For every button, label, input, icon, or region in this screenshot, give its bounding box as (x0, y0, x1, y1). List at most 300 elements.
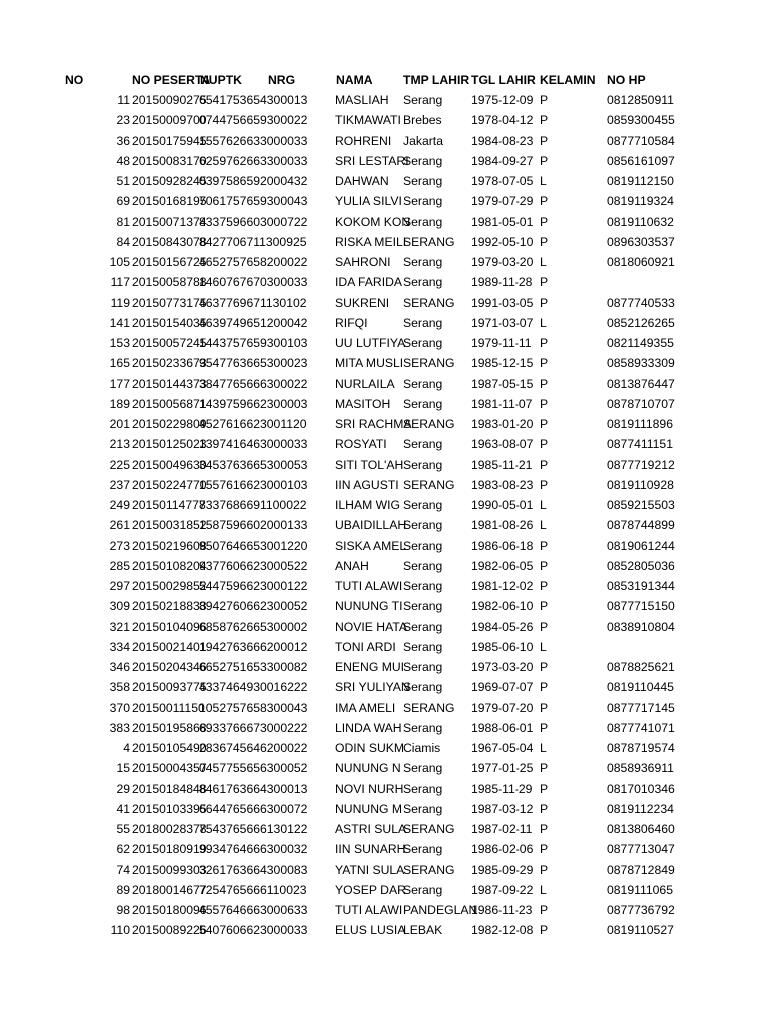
cell-tmp-lahir[interactable]: Serang (403, 376, 443, 391)
cell-no-hp[interactable]: 0877741071 (607, 720, 675, 735)
cell-kelamin[interactable]: L (540, 498, 547, 512)
cell-no-peserta[interactable]: 20180014677 (132, 882, 207, 897)
cell-nama[interactable]: ROSYATI (335, 437, 387, 452)
cell-kelamin[interactable]: P (540, 801, 549, 816)
cell-no-hp[interactable]: 0877411151 (607, 437, 673, 452)
cell-kelamin[interactable]: L (540, 882, 547, 897)
cell-nama[interactable]: NUNUNG N (335, 761, 401, 776)
cell-nuptk[interactable]: 7254765666110023 (199, 882, 307, 897)
cell-no-peserta[interactable]: 20150071374 (132, 214, 207, 229)
cell-tgl-lahir[interactable]: 1982-06-05 (471, 558, 534, 573)
cell-no-hp[interactable]: 0878719574 (607, 741, 675, 755)
cell-no-peserta[interactable]: 20150105490 (132, 741, 207, 755)
cell-kelamin[interactable]: P (540, 761, 549, 776)
cell-tgl-lahir[interactable]: 1981-05-01 (471, 214, 534, 229)
cell-no-hp[interactable] (607, 637, 674, 657)
cell-kelamin[interactable]: P (540, 477, 549, 492)
cell-nama[interactable]: SISKA AMEL (335, 538, 407, 553)
cell-tgl-lahir[interactable]: 1967-05-04 (471, 741, 534, 755)
cell-nama[interactable]: UBAIDILLAH (335, 518, 407, 533)
cell-no-peserta[interactable]: 20150056871 (132, 396, 207, 411)
cell-nuptk[interactable]: 8461763664300013 (199, 781, 308, 796)
cell-kelamin[interactable]: P (540, 417, 549, 431)
cell-no[interactable]: 370 (109, 700, 130, 715)
cell-nrg[interactable] (249, 900, 315, 920)
cell-nama[interactable]: IIN AGUSTI (335, 477, 399, 492)
cell-no[interactable]: 117 (110, 275, 130, 290)
cell-kelamin[interactable]: P (540, 822, 549, 836)
cell-nrg[interactable] (249, 880, 315, 900)
cell-no-peserta[interactable]: 20150103395 (132, 801, 207, 816)
cell-nrg[interactable] (249, 90, 315, 110)
cell-nrg[interactable] (249, 657, 315, 677)
cell-nrg[interactable] (249, 920, 315, 940)
cell-tgl-lahir[interactable]: 1987-03-12 (471, 801, 534, 816)
cell-nrg[interactable] (249, 455, 315, 475)
cell-nrg[interactable] (249, 758, 315, 778)
cell-nama[interactable]: NUNUNG TI (335, 599, 403, 614)
cell-kelamin[interactable]: P (540, 356, 549, 371)
cell-no[interactable]: 51 (116, 174, 130, 188)
cell-no[interactable]: 177 (109, 376, 130, 391)
cell-no-peserta[interactable]: 20150093775 (132, 680, 207, 695)
cell-tgl-lahir[interactable]: 1983-01-20 (471, 417, 534, 431)
cell-nuptk[interactable]: 8337686691100022 (199, 498, 307, 512)
cell-nuptk[interactable]: 1587596602000133 (199, 518, 308, 533)
cell-no-peserta[interactable]: 20150108204 (132, 558, 207, 573)
cell-no-peserta[interactable]: 20150057245 (132, 336, 207, 350)
cell-no-hp[interactable]: 0819110527 (607, 923, 674, 938)
cell-kelamin[interactable]: P (540, 457, 549, 472)
cell-tmp-lahir[interactable]: Serang (403, 437, 443, 452)
cell-nuptk[interactable]: 1557626633000033 (199, 133, 308, 148)
cell-no-peserta[interactable]: 20150843078 (132, 234, 207, 249)
cell-tmp-lahir[interactable]: Serang (403, 599, 443, 614)
cell-tgl-lahir[interactable]: 1978-07-05 (471, 174, 534, 188)
header-no-hp[interactable]: NO HP (607, 73, 646, 87)
cell-nuptk[interactable]: 6858762665300002 (199, 619, 308, 634)
cell-nrg[interactable] (249, 293, 315, 313)
cell-tgl-lahir[interactable]: 1982-12-08 (471, 923, 534, 938)
cell-no[interactable]: 334 (109, 639, 130, 654)
cell-no[interactable]: 225 (109, 457, 130, 472)
cell-no-hp[interactable]: 0852126265 (607, 315, 675, 330)
cell-no[interactable]: 84 (116, 234, 130, 249)
cell-nuptk[interactable]: 4527616623001120 (199, 417, 307, 431)
cell-kelamin[interactable]: L (540, 741, 547, 755)
cell-tgl-lahir[interactable]: 1984-05-26 (471, 619, 534, 634)
cell-nama[interactable]: ENENG MUI (335, 660, 405, 674)
cell-tmp-lahir[interactable]: Serang (403, 255, 443, 269)
cell-no[interactable]: 69 (116, 194, 130, 209)
cell-nuptk[interactable]: 6644765666300072 (199, 801, 308, 816)
cell-kelamin[interactable]: P (540, 153, 549, 168)
cell-kelamin[interactable]: P (540, 437, 549, 452)
cell-nrg[interactable] (249, 617, 315, 637)
cell-no-peserta[interactable]: 20150218833 (132, 599, 207, 614)
cell-kelamin[interactable]: P (540, 660, 549, 674)
cell-kelamin[interactable]: P (540, 579, 549, 593)
cell-no-peserta[interactable]: 20150114777 (132, 498, 206, 512)
cell-nrg[interactable] (249, 333, 315, 353)
cell-no-peserta[interactable]: 20150195868 (132, 720, 207, 735)
cell-nrg[interactable] (249, 212, 315, 232)
cell-tmp-lahir[interactable]: Brebes (403, 113, 442, 128)
cell-nama[interactable]: LINDA WAH (335, 720, 402, 735)
cell-kelamin[interactable]: P (540, 396, 549, 411)
cell-nama[interactable]: SRI RACHMA (335, 417, 412, 431)
cell-tmp-lahir[interactable]: Serang (403, 801, 443, 816)
cell-no[interactable]: 165 (109, 356, 130, 371)
cell-kelamin[interactable]: P (540, 903, 549, 917)
cell-no-peserta[interactable]: 20150154035 (132, 315, 207, 330)
cell-kelamin[interactable]: L (540, 518, 547, 533)
cell-nuptk[interactable]: 8337596603000722 (199, 214, 308, 229)
cell-kelamin[interactable]: L (540, 255, 547, 269)
cell-tmp-lahir[interactable]: Serang (403, 720, 443, 735)
cell-nrg[interactable] (249, 110, 315, 130)
cell-tmp-lahir[interactable]: Serang (403, 457, 443, 472)
cell-tmp-lahir[interactable]: Serang (403, 639, 443, 654)
cell-no-peserta[interactable]: 20150204346 (132, 660, 207, 674)
cell-no[interactable]: 249 (109, 498, 130, 512)
cell-nama[interactable]: SRI LESTARI (335, 153, 409, 168)
cell-no-hp[interactable]: 0878712849 (607, 862, 675, 877)
cell-tgl-lahir[interactable]: 1985-11-21 (471, 457, 533, 472)
cell-nrg[interactable] (249, 475, 315, 495)
cell-tmp-lahir[interactable]: SERANG (403, 822, 455, 836)
cell-nama[interactable]: MITA MUSLI (335, 356, 404, 371)
cell-no-peserta[interactable]: 20150089226 (132, 923, 207, 938)
cell-nuptk[interactable]: 0744756659300022 (199, 113, 308, 128)
cell-no[interactable]: 89 (116, 882, 130, 897)
cell-no-hp[interactable]: 0859215503 (607, 498, 675, 512)
cell-nrg[interactable] (249, 860, 315, 880)
cell-tgl-lahir[interactable]: 1971-03-07 (471, 315, 534, 330)
cell-nama[interactable]: TONI ARDI (335, 639, 396, 654)
cell-no-peserta[interactable]: 20150004357 (132, 761, 207, 776)
cell-tmp-lahir[interactable]: SERANG (403, 417, 455, 431)
header-tgl-lahir[interactable]: TGL LAHIR (471, 73, 536, 87)
cell-no[interactable]: 62 (116, 842, 130, 857)
cell-no[interactable]: 153 (109, 336, 130, 350)
cell-tmp-lahir[interactable]: SERANG (403, 356, 455, 371)
cell-nrg[interactable] (249, 131, 315, 151)
cell-nrg[interactable] (249, 596, 315, 616)
cell-nrg[interactable] (249, 536, 315, 556)
cell-nrg[interactable] (249, 394, 315, 414)
cell-nama[interactable]: IDA FARIDA (335, 275, 403, 290)
header-nuptk[interactable]: NUPTK (200, 73, 242, 87)
cell-nrg[interactable] (249, 151, 315, 171)
cell-kelamin[interactable]: L (540, 639, 547, 654)
cell-tmp-lahir[interactable]: Serang (403, 275, 443, 290)
cell-no-hp[interactable] (607, 272, 674, 292)
cell-no-peserta[interactable]: 20150049630 (132, 457, 207, 472)
cell-no-hp[interactable]: 0838910804 (607, 619, 675, 634)
cell-no-hp[interactable]: 0858933309 (607, 356, 675, 371)
cell-tmp-lahir[interactable]: Serang (403, 579, 443, 593)
cell-nrg[interactable] (249, 677, 315, 697)
cell-no-hp[interactable]: 0877719212 (607, 457, 675, 472)
cell-nuptk[interactable]: 9507646653001220 (199, 538, 308, 553)
cell-tmp-lahir[interactable]: Serang (403, 558, 443, 573)
cell-no-hp[interactable]: 0817010346 (607, 781, 675, 796)
cell-tgl-lahir[interactable]: 1963-08-07 (471, 437, 534, 452)
cell-nuptk[interactable]: 1397416463000033 (199, 437, 308, 452)
cell-no-hp[interactable]: 0856161097 (607, 153, 675, 168)
cell-nrg[interactable] (249, 495, 315, 515)
cell-tmp-lahir[interactable]: Ciamis (403, 741, 441, 755)
cell-tgl-lahir[interactable]: 1987-05-15 (471, 376, 534, 391)
cell-no-peserta[interactable]: 20150104096 (132, 619, 207, 634)
cell-kelamin[interactable]: P (540, 194, 549, 209)
cell-nrg[interactable] (249, 637, 315, 657)
cell-no-peserta[interactable]: 20150928245 (132, 174, 207, 188)
cell-nuptk[interactable]: 6259762663300033 (199, 153, 308, 168)
cell-no-peserta[interactable]: 20150099303 (132, 862, 207, 877)
cell-no[interactable]: 36 (116, 133, 130, 148)
cell-tgl-lahir[interactable]: 1981-08-26 (471, 518, 534, 533)
cell-tmp-lahir[interactable]: Serang (403, 882, 443, 897)
cell-tgl-lahir[interactable]: 1984-08-23 (471, 133, 534, 148)
cell-tgl-lahir[interactable]: 1989-11-28 (471, 275, 533, 290)
cell-tmp-lahir[interactable]: Serang (403, 680, 443, 695)
cell-nama[interactable]: SITI TOL'AH (335, 457, 404, 472)
cell-no[interactable]: 55 (116, 822, 130, 836)
cell-no-hp[interactable]: 0819112150 (607, 174, 674, 188)
cell-nrg[interactable] (249, 171, 315, 191)
cell-no[interactable]: 201 (109, 417, 130, 431)
cell-no-hp[interactable]: 0813876447 (607, 376, 675, 391)
cell-kelamin[interactable]: P (540, 295, 549, 310)
cell-nuptk[interactable]: 4637769671130102 (199, 295, 307, 310)
cell-nuptk[interactable]: 0457755656300052 (199, 761, 308, 776)
cell-no[interactable]: 110 (110, 923, 130, 938)
cell-tgl-lahir[interactable]: 1986-06-18 (471, 538, 534, 553)
cell-nama[interactable]: KOKOM KON (335, 214, 411, 229)
cell-nama[interactable]: SAHRONI (335, 255, 391, 269)
cell-tmp-lahir[interactable]: Serang (403, 619, 443, 634)
cell-tgl-lahir[interactable]: 1990-05-01 (471, 498, 534, 512)
cell-nama[interactable]: SUKRENI (335, 295, 390, 310)
cell-no-hp[interactable]: 0896303537 (607, 234, 675, 249)
cell-nrg[interactable] (249, 374, 315, 394)
cell-no-peserta[interactable]: 20150184848 (132, 781, 207, 796)
cell-no-peserta[interactable]: 20150156725 (132, 255, 207, 269)
cell-no-hp[interactable]: 0852805036 (607, 558, 675, 573)
cell-tgl-lahir[interactable]: 1979-03-20 (471, 255, 534, 269)
cell-nama[interactable]: ILHAM WIG (335, 498, 401, 512)
cell-nama[interactable]: ROHRENI (335, 133, 392, 148)
cell-nuptk[interactable]: 7543765666130122 (199, 822, 308, 836)
cell-nuptk[interactable]: 1942763666200012 (199, 639, 308, 654)
cell-kelamin[interactable]: P (540, 376, 549, 391)
cell-no[interactable]: 105 (109, 255, 130, 269)
cell-tmp-lahir[interactable]: Serang (403, 194, 443, 209)
cell-no-hp[interactable]: 0877710584 (607, 133, 675, 148)
cell-tgl-lahir[interactable]: 1992-05-10 (471, 234, 534, 249)
cell-no[interactable]: 285 (109, 558, 130, 573)
cell-nrg[interactable] (249, 434, 315, 454)
cell-tmp-lahir[interactable]: SERANG (403, 477, 455, 492)
cell-no-peserta[interactable]: 20150031852 (132, 518, 207, 533)
cell-tmp-lahir[interactable]: Serang (403, 214, 443, 229)
cell-nama[interactable]: MASLIAH (335, 93, 389, 107)
cell-no[interactable]: 11 (117, 93, 130, 107)
cell-tgl-lahir[interactable]: 1991-03-05 (471, 295, 534, 310)
cell-no-hp[interactable]: 0878825621 (607, 660, 675, 674)
cell-kelamin[interactable]: L (540, 315, 547, 330)
cell-nuptk[interactable]: 8427706711300925 (199, 234, 307, 249)
cell-tmp-lahir[interactable]: Serang (403, 781, 443, 796)
cell-nrg[interactable] (249, 718, 315, 738)
cell-no-peserta[interactable]: 20150180919 (132, 842, 207, 857)
cell-tmp-lahir[interactable]: Serang (403, 336, 443, 350)
cell-tmp-lahir[interactable]: Serang (403, 518, 443, 533)
cell-kelamin[interactable]: P (540, 558, 549, 573)
cell-nrg[interactable] (249, 414, 315, 434)
cell-no-peserta[interactable]: 20150180096 (132, 903, 207, 917)
cell-no-peserta[interactable]: 20150168195 (132, 194, 207, 209)
cell-kelamin[interactable]: P (540, 619, 549, 634)
cell-tmp-lahir[interactable]: Serang (403, 538, 443, 553)
cell-tgl-lahir[interactable]: 1986-11-23 (471, 903, 533, 917)
cell-tgl-lahir[interactable]: 1973-03-20 (471, 660, 534, 674)
cell-nuptk[interactable]: 3453763665300053 (199, 457, 308, 472)
cell-tmp-lahir[interactable]: Serang (403, 93, 443, 107)
cell-nama[interactable]: ELUS LUSIA (335, 923, 406, 938)
cell-tgl-lahir[interactable]: 1985-06-10 (471, 639, 534, 654)
cell-no-peserta[interactable]: 20150011150 (132, 700, 205, 715)
cell-nama[interactable]: YATNI SULA (335, 862, 405, 877)
cell-no-hp[interactable]: 0877713047 (607, 842, 675, 857)
cell-tmp-lahir[interactable]: SERANG (403, 234, 455, 249)
cell-tmp-lahir[interactable]: Serang (403, 498, 443, 512)
cell-tgl-lahir[interactable]: 1986-02-06 (471, 842, 534, 857)
cell-nuptk[interactable]: 1460767670300033 (199, 275, 308, 290)
cell-no-hp[interactable]: 0818060921 (607, 255, 675, 269)
cell-no[interactable]: 237 (109, 477, 130, 492)
cell-nama[interactable]: ASTRI SULA (335, 822, 407, 836)
cell-tgl-lahir[interactable]: 1969-07-07 (471, 680, 534, 695)
cell-tmp-lahir[interactable]: Serang (403, 174, 443, 188)
cell-nama[interactable]: UU LUTFIYA (335, 336, 406, 350)
cell-tgl-lahir[interactable]: 1979-07-20 (471, 700, 534, 715)
cell-tgl-lahir[interactable]: 1975-12-09 (471, 93, 534, 107)
cell-no-hp[interactable]: 0821149355 (607, 336, 674, 350)
cell-no-hp[interactable]: 0878710707 (607, 396, 675, 411)
cell-tmp-lahir[interactable]: SERANG (403, 700, 455, 715)
cell-tmp-lahir[interactable]: Serang (403, 761, 443, 776)
cell-no[interactable]: 15 (116, 761, 130, 776)
cell-tgl-lahir[interactable]: 1985-09-29 (471, 862, 534, 877)
cell-no-hp[interactable]: 0819061244 (607, 538, 675, 553)
cell-no-hp[interactable]: 0819112234 (607, 801, 674, 816)
cell-no-peserta[interactable]: 20150009700 (132, 113, 207, 128)
cell-nama[interactable]: RISKA MEILI (335, 234, 407, 249)
cell-nuptk[interactable]: 1052757658300043 (199, 700, 308, 715)
cell-no[interactable]: 74 (116, 862, 130, 877)
cell-nuptk[interactable]: 6541753654300013 (199, 93, 308, 107)
cell-nama[interactable]: IIN SUNARH (335, 842, 406, 857)
cell-tgl-lahir[interactable]: 1979-11-11 (471, 336, 532, 350)
cell-tgl-lahir[interactable]: 1987-09-22 (471, 882, 534, 897)
cell-no[interactable]: 29 (116, 781, 130, 796)
cell-tgl-lahir[interactable]: 1988-06-01 (471, 720, 534, 735)
cell-nrg[interactable] (249, 272, 315, 292)
cell-no[interactable]: 261 (109, 518, 130, 533)
cell-no-peserta[interactable]: 20150021401 (132, 639, 207, 654)
cell-no[interactable]: 23 (116, 113, 130, 128)
cell-tmp-lahir[interactable]: LEBAK (403, 923, 443, 938)
cell-tgl-lahir[interactable]: 1977-01-25 (471, 761, 534, 776)
cell-nama[interactable]: ODIN SUKM (335, 741, 405, 755)
cell-nuptk[interactable]: 9377606623000522 (199, 558, 308, 573)
cell-nrg[interactable] (249, 232, 315, 252)
cell-nrg[interactable] (249, 799, 315, 819)
cell-no-hp[interactable]: 0813806460 (607, 822, 675, 836)
cell-no[interactable]: 273 (109, 538, 130, 553)
cell-no[interactable]: 383 (109, 720, 130, 735)
cell-tmp-lahir[interactable]: Serang (403, 842, 443, 857)
cell-nrg[interactable] (249, 556, 315, 576)
cell-no[interactable]: 346 (109, 660, 130, 674)
cell-nama[interactable]: NOVI NURH (335, 781, 404, 796)
cell-nrg[interactable] (249, 353, 315, 373)
cell-no-peserta[interactable]: 20150219608 (132, 538, 207, 553)
cell-no-hp[interactable]: 0819110445 (607, 680, 674, 695)
cell-no-hp[interactable]: 0819111065 (607, 882, 673, 897)
cell-kelamin[interactable]: P (540, 700, 549, 715)
cell-nuptk[interactable]: 6652751653300082 (199, 660, 308, 674)
header-no-peserta[interactable]: NO PESERTA (132, 73, 211, 87)
cell-nama[interactable]: NURLAILA (335, 376, 395, 391)
cell-nama[interactable]: IMA AMELI (335, 700, 396, 715)
cell-no[interactable]: 189 (109, 396, 130, 411)
cell-no-peserta[interactable]: 20150144373 (132, 376, 207, 391)
cell-tgl-lahir[interactable]: 1978-04-12 (471, 113, 534, 128)
cell-tgl-lahir[interactable]: 1984-09-27 (471, 153, 534, 168)
cell-kelamin[interactable]: P (540, 214, 549, 229)
cell-no[interactable]: 321 (109, 619, 130, 634)
cell-tgl-lahir[interactable]: 1982-06-10 (471, 599, 534, 614)
cell-no-hp[interactable]: 0877736792 (607, 903, 675, 917)
cell-nama[interactable]: TIKMAWATI (335, 113, 401, 128)
cell-tmp-lahir[interactable]: Serang (403, 153, 443, 168)
cell-nrg[interactable] (249, 191, 315, 211)
cell-no[interactable]: 119 (110, 295, 130, 310)
cell-nrg[interactable] (249, 252, 315, 272)
cell-nuptk[interactable]: 0397586592000432 (199, 174, 308, 188)
cell-no-hp[interactable]: 0877717145 (607, 700, 675, 715)
cell-tgl-lahir[interactable]: 1987-02-11 (471, 822, 533, 836)
cell-tmp-lahir[interactable]: PANDEGLAN (403, 903, 478, 917)
cell-no[interactable]: 213 (109, 437, 130, 452)
cell-nuptk[interactable]: 2836745646200022 (199, 741, 308, 755)
cell-no-peserta[interactable]: 20150224770 (132, 477, 207, 492)
cell-tmp-lahir[interactable]: Jakarta (403, 133, 443, 148)
cell-nuptk[interactable]: 3847765666300022 (199, 376, 308, 391)
header-nrg[interactable]: NRG (268, 73, 296, 87)
cell-nama[interactable]: YULIA SILVI (335, 194, 402, 209)
cell-nama[interactable]: TUTI ALAWI (335, 579, 403, 593)
cell-kelamin[interactable]: P (540, 680, 549, 695)
cell-no-hp[interactable]: 0819110928 (607, 477, 674, 492)
cell-tgl-lahir[interactable]: 1983-08-23 (471, 477, 534, 492)
cell-nama[interactable]: DAHWAN (335, 174, 389, 188)
cell-tmp-lahir[interactable]: SERANG (403, 862, 455, 877)
